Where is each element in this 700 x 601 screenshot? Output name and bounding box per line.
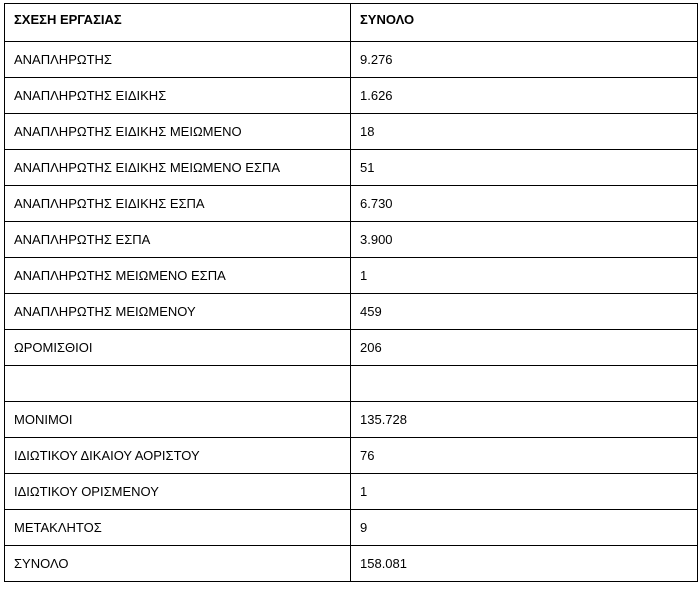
relation-cell: ΑΝΑΠΛΗΡΩΤΗΣ ΕΙΔΙΚΗΣ ΕΣΠΑ [5, 186, 351, 222]
relation-cell [5, 366, 351, 402]
relation-cell: ΑΝΑΠΛΗΡΩΤΗΣ ΜΕΙΩΜΕΝΟΥ [5, 294, 351, 330]
table-row [5, 222, 698, 258]
header-employment-relation: ΣΧΕΣΗ ΕΡΓΑΣΙΑΣ [5, 4, 351, 42]
table-row [5, 294, 698, 330]
relation-cell: ΩΡΟΜΙΣΘΙΟΙ [5, 330, 351, 366]
total-cell: 1 [351, 258, 698, 294]
relation-cell: ΑΝΑΠΛΗΡΩΤΗΣ ΕΣΠΑ [5, 222, 351, 258]
empty-table-row [5, 366, 698, 402]
total-cell: 135.728 [351, 402, 698, 438]
total-cell: 459 [351, 294, 698, 330]
table-row [5, 150, 698, 186]
employment-relation-table [4, 3, 698, 582]
relation-cell: ΑΝΑΠΛΗΡΩΤΗΣ ΕΙΔΙΚΗΣ ΜΕΙΩΜΕΝΟ [5, 114, 351, 150]
relation-cell: ΣΥΝΟΛΟ [5, 546, 351, 582]
table-row [5, 510, 698, 546]
header-total: ΣΥΝΟΛΟ [351, 4, 698, 42]
table-row [5, 402, 698, 438]
total-cell: 18 [351, 114, 698, 150]
table-row [5, 438, 698, 474]
total-cell: 9 [351, 510, 698, 546]
table-row [5, 78, 698, 114]
total-cell: 51 [351, 150, 698, 186]
table-row [5, 42, 698, 78]
total-cell: 9.276 [351, 42, 698, 78]
total-cell: 158.081 [351, 546, 698, 582]
total-cell [351, 366, 698, 402]
relation-cell: ΙΔΙΩΤΙΚΟΥ ΔΙΚΑΙΟΥ ΑΟΡΙΣΤΟΥ [5, 438, 351, 474]
total-row [5, 546, 698, 582]
relation-cell: ΜΕΤΑΚΛΗΤΟΣ [5, 510, 351, 546]
table-row [5, 186, 698, 222]
total-cell: 1 [351, 474, 698, 510]
relation-cell: ΑΝΑΠΛΗΡΩΤΗΣ ΜΕΙΩΜΕΝΟ ΕΣΠΑ [5, 258, 351, 294]
table-row [5, 258, 698, 294]
table-header-row [5, 4, 698, 42]
total-cell: 206 [351, 330, 698, 366]
relation-cell: ΑΝΑΠΛΗΡΩΤΗΣ ΕΙΔΙΚΗΣ [5, 78, 351, 114]
total-cell: 1.626 [351, 78, 698, 114]
relation-cell: ΑΝΑΠΛΗΡΩΤΗΣ ΕΙΔΙΚΗΣ ΜΕΙΩΜΕΝΟ ΕΣΠΑ [5, 150, 351, 186]
relation-cell: ΙΔΙΩΤΙΚΟΥ ΟΡΙΣΜΕΝΟΥ [5, 474, 351, 510]
table-row [5, 330, 698, 366]
relation-cell: ΑΝΑΠΛΗΡΩΤΗΣ [5, 42, 351, 78]
relation-cell: ΜΟΝΙΜΟΙ [5, 402, 351, 438]
table-row [5, 474, 698, 510]
total-cell: 76 [351, 438, 698, 474]
table-row [5, 114, 698, 150]
total-cell: 3.900 [351, 222, 698, 258]
total-cell: 6.730 [351, 186, 698, 222]
